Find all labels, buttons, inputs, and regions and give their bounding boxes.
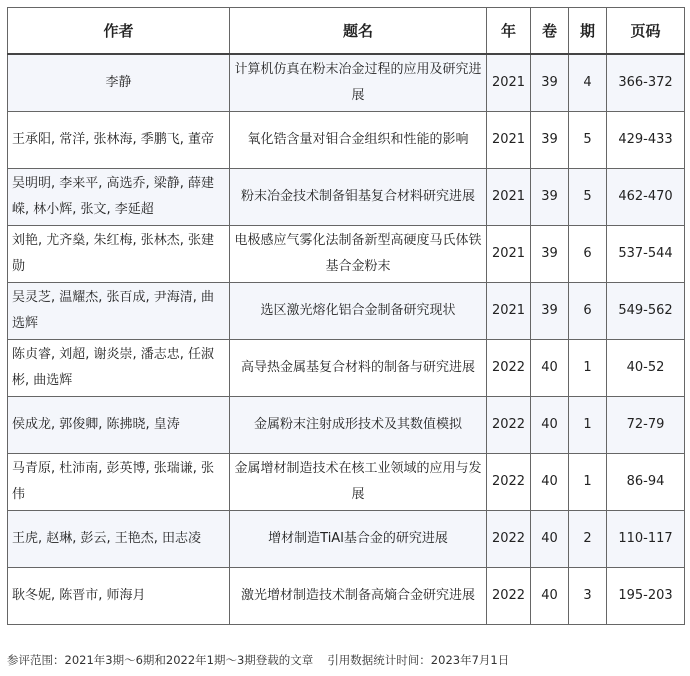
cell-volume: 39 [531, 54, 569, 112]
header-issue: 期 [569, 8, 607, 55]
cell-issue: 4 [569, 54, 607, 112]
cell-issue: 1 [569, 397, 607, 454]
cell-year: 2022 [487, 397, 531, 454]
cell-authors: 李静 [8, 54, 230, 112]
footnote-scope: 参评范围：2021年3期～6期和2022年1期～3期登载的文章 [7, 653, 314, 667]
cell-issue: 3 [569, 568, 607, 625]
header-volume: 卷 [531, 8, 569, 55]
cell-title: 粉末冶金技术制备钼基复合材料研究进展 [230, 169, 487, 226]
cell-volume: 39 [531, 169, 569, 226]
cell-title: 氧化锆含量对钼合金组织和性能的影响 [230, 112, 487, 169]
cell-volume: 40 [531, 397, 569, 454]
cell-year: 2022 [487, 340, 531, 397]
cell-issue: 5 [569, 169, 607, 226]
cell-volume: 40 [531, 340, 569, 397]
table-row [8, 568, 685, 625]
cell-authors: 刘艳, 尤齐燊, 朱红梅, 张林杰, 张建勋 [8, 226, 230, 283]
table-row [8, 112, 685, 169]
cell-title: 激光增材制造技术制备高熵合金研究进展 [230, 568, 487, 625]
cell-title: 计算机仿真在粉末冶金过程的应用及研究进展 [230, 54, 487, 112]
cell-authors: 吴灵芝, 温耀杰, 张百成, 尹海清, 曲选辉 [8, 283, 230, 340]
cell-pages: 462-470 [607, 169, 685, 226]
table-row [8, 226, 685, 283]
cell-volume: 39 [531, 112, 569, 169]
header-authors: 作者 [8, 8, 230, 55]
header-row [8, 8, 685, 55]
cell-year: 2021 [487, 112, 531, 169]
table-row [8, 397, 685, 454]
cell-pages: 110-117 [607, 511, 685, 568]
cell-issue: 6 [569, 226, 607, 283]
footnote-stat-time: 引用数据统计时间：2023年7月1日 [327, 653, 510, 667]
cell-year: 2022 [487, 454, 531, 511]
header-pages: 页码 [607, 8, 685, 55]
header-title: 题名 [230, 8, 487, 55]
cell-issue: 2 [569, 511, 607, 568]
cell-title: 高导热金属基复合材料的制备与研究进展 [230, 340, 487, 397]
cell-issue: 5 [569, 112, 607, 169]
cell-pages: 195-203 [607, 568, 685, 625]
cell-year: 2022 [487, 568, 531, 625]
cell-authors: 侯成龙, 郭俊卿, 陈拂晓, 皇涛 [8, 397, 230, 454]
cell-year: 2021 [487, 226, 531, 283]
cell-pages: 429-433 [607, 112, 685, 169]
cell-pages: 537-544 [607, 226, 685, 283]
cell-volume: 39 [531, 283, 569, 340]
cell-title: 电极感应气雾化法制备新型高硬度马氏体铁基合金粉末 [230, 226, 487, 283]
cell-authors: 王承阳, 常洋, 张林海, 季鹏飞, 董帝 [8, 112, 230, 169]
table-row [8, 283, 685, 340]
cell-authors: 马青原, 杜沛南, 彭英博, 张瑞谦, 张伟 [8, 454, 230, 511]
cell-year: 2021 [487, 169, 531, 226]
cell-issue: 1 [569, 340, 607, 397]
cell-volume: 40 [531, 511, 569, 568]
cell-authors: 耿冬妮, 陈晋市, 师海月 [8, 568, 230, 625]
cell-authors: 王虎, 赵琳, 彭云, 王艳杰, 田志凌 [8, 511, 230, 568]
cell-title: 金属增材制造技术在核工业领域的应用与发展 [230, 454, 487, 511]
table-row [8, 511, 685, 568]
cell-authors: 陈贞睿, 刘超, 谢炎崇, 潘志忠, 任淑彬, 曲选辉 [8, 340, 230, 397]
table-row [8, 340, 685, 397]
cell-volume: 39 [531, 226, 569, 283]
cell-pages: 86-94 [607, 454, 685, 511]
table-row [8, 169, 685, 226]
citation-table [7, 7, 685, 625]
cell-year: 2021 [487, 54, 531, 112]
cell-volume: 40 [531, 454, 569, 511]
table-row [8, 54, 685, 112]
cell-title: 增材制造TiAl基合金的研究进展 [230, 511, 487, 568]
cell-issue: 1 [569, 454, 607, 511]
cell-title: 选区激光熔化铝合金制备研究现状 [230, 283, 487, 340]
cell-pages: 40-52 [607, 340, 685, 397]
cell-pages: 366-372 [607, 54, 685, 112]
cell-pages: 72-79 [607, 397, 685, 454]
cell-pages: 549-562 [607, 283, 685, 340]
table-row [8, 454, 685, 511]
footnote [7, 652, 509, 668]
cell-authors: 吴明明, 李来平, 高选乔, 梁静, 薛建嵘, 林小辉, 张文, 李延超 [8, 169, 230, 226]
cell-title: 金属粉末注射成形技术及其数值模拟 [230, 397, 487, 454]
cell-volume: 40 [531, 568, 569, 625]
cell-issue: 6 [569, 283, 607, 340]
cell-year: 2022 [487, 511, 531, 568]
header-year: 年 [487, 8, 531, 55]
cell-year: 2021 [487, 283, 531, 340]
